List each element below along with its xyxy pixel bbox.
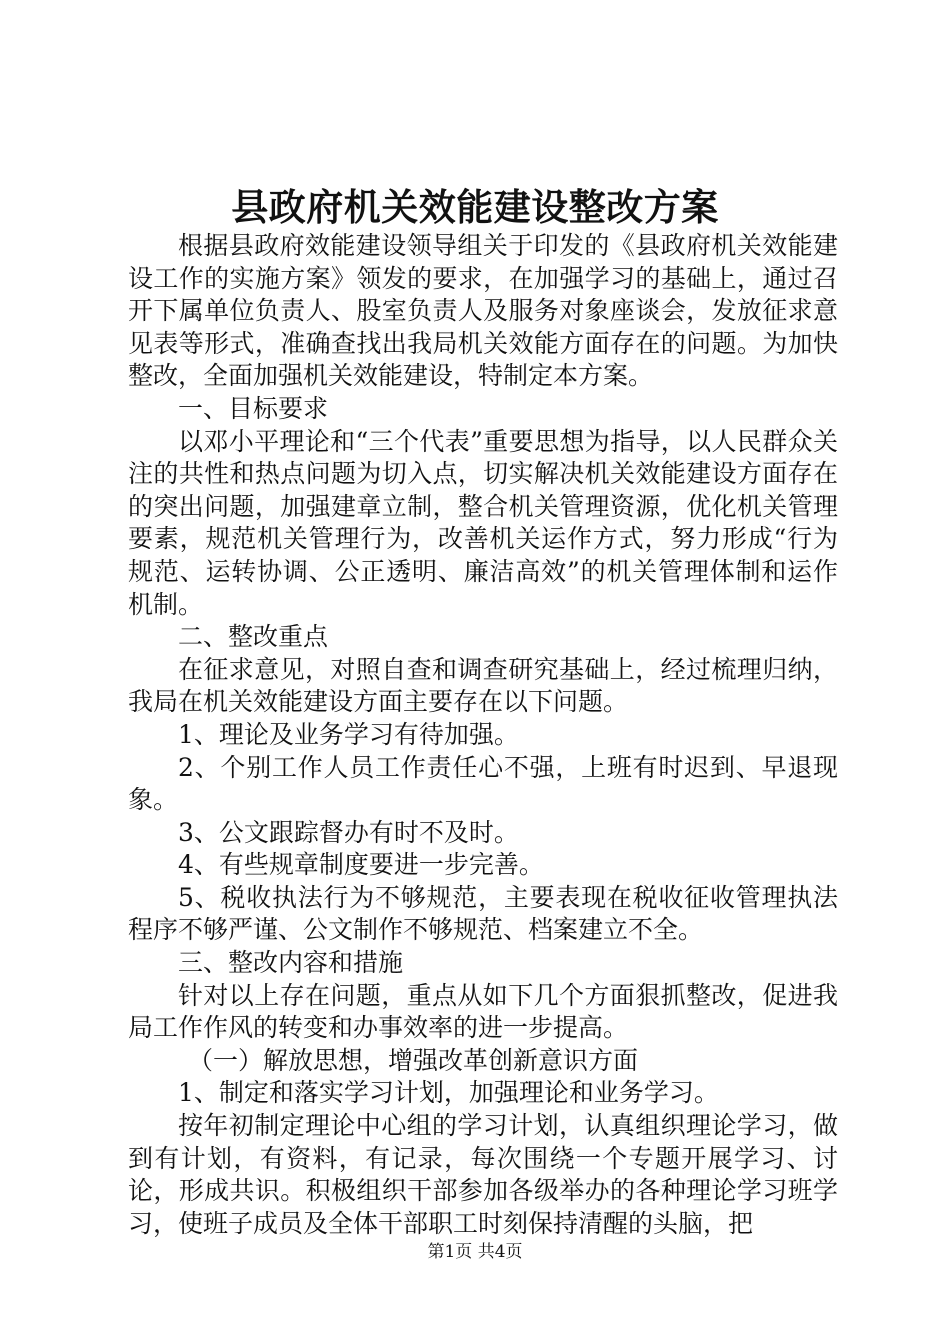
section-heading-focus: 二、整改重点 xyxy=(178,622,329,652)
issue-item: 3、公文跟踪督办有时不及时。 xyxy=(178,817,519,847)
measure-paragraph: 按年初制定理论中心组的学习计划，认真组织理论学习，做到有计划，有资料，有记录，每次围绕一个专题开展学习、讨论，形成共识。积极组织干部参加各级举办的各种理论学习班学习，使班子成员及全体干部职工时刻保持清醒的头脑，把 xyxy=(128,1111,838,1238)
document-body xyxy=(128,230,838,1240)
subsection-heading: （一）解放思想，增强改革创新意识方面 xyxy=(188,1045,639,1075)
measures-paragraph: 针对以上存在问题，重点从如下几个方面狠抓整改，促进我局工作作风的转变和办事效率的进一步提高。 xyxy=(128,980,838,1043)
page-number-footer: 第1页 共4页 xyxy=(427,1242,523,1262)
issue-item: 2、个别工作人员工作责任心不强，上班有时迟到、早退现象。 xyxy=(128,752,838,815)
section-heading-goals: 一、目标要求 xyxy=(178,393,329,423)
goals-paragraph: 以邓小平理论和“三个代表”重要思想为指导，以人民群众关注的共性和热点问题为切入点，切实解决机关效能建设方面存在的突出问题，加强建章立制，整合机关管理资源，优化机关管理要素，规范机关管理行为，改善机关运作方式，努力形成“行为规范、运转协调、公正透明、廉洁高效”的机关管理体制和运作机制。 xyxy=(128,426,838,619)
measure-item: 1、制定和落实学习计划，加强理论和业务学习。 xyxy=(178,1078,719,1108)
intro-paragraph: 根据县政府效能建设领导组关于印发的《县政府机关效能建设工作的实施方案》领发的要求，在加强学习的基础上，通过召开下属单位负责人、股室负责人及服务对象座谈会，发放征求意见表等形式，准确查找出我局机关效能方面存在的问题。为加快整改，全面加强机关效能建设，特制定本方案。 xyxy=(128,231,838,391)
document-title: 县政府机关效能建设整改方案 xyxy=(231,186,719,229)
issue-item: 4、有些规章制度要进一步完善。 xyxy=(178,850,544,880)
issue-item: 5、税收执法行为不够规范，主要表现在税收征收管理执法程序不够严谨、公文制作不够规范、档案建立不全。 xyxy=(128,882,838,945)
issue-item: 1、理论及业务学习有待加强。 xyxy=(178,719,519,749)
focus-paragraph: 在征求意见，对照自查和调查研究基础上，经过梳理归纳，我局在机关效能建设方面主要存在以下问题。 xyxy=(128,654,838,717)
section-heading-measures: 三、整改内容和措施 xyxy=(178,948,404,978)
